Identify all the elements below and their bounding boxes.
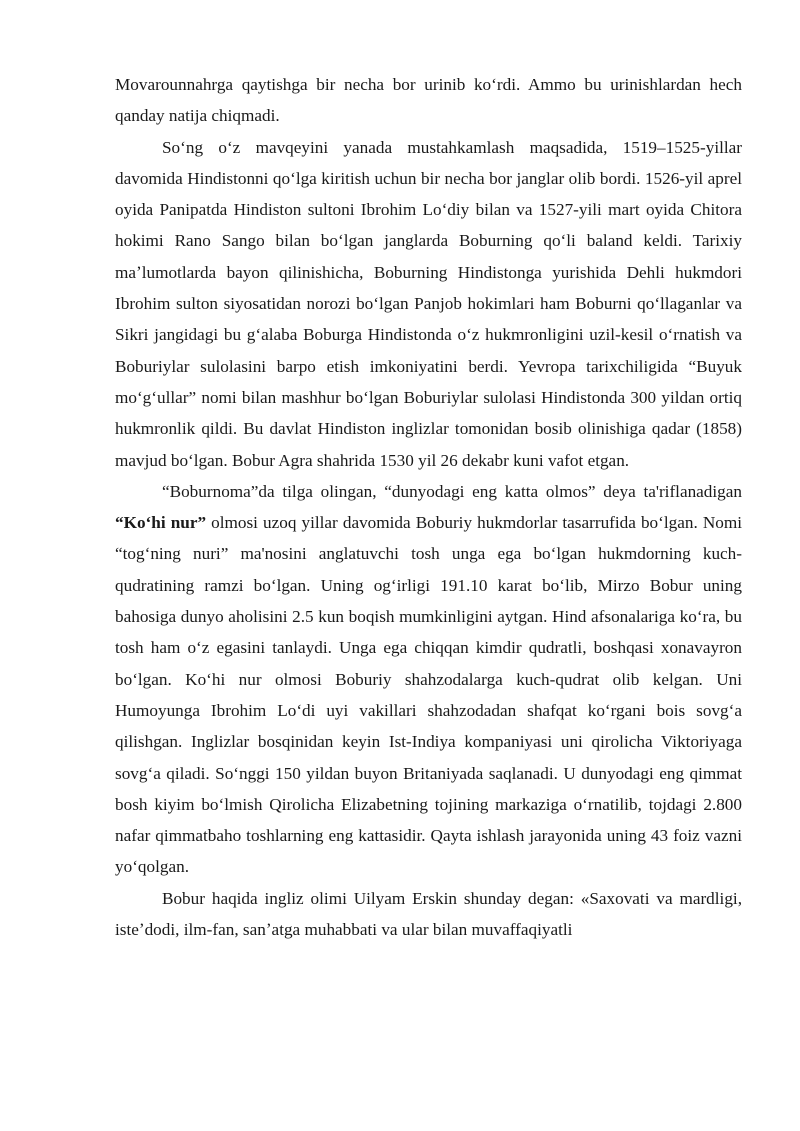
paragraph-2-text: Soʻng oʻz mavqeyini yanada mustahkamlash maqsadida, 1519–1525-yillar davomida Hindistonni qoʻlga kiritish uchun bir necha bor janglar olib bordi. 1526-yil aprel oyida Panipatda Hindiston sultoni Ibrohim Loʻdiy bilan va 1527-yili mart oyida Chitora hokimi Rano Sango bilan boʻlgan janglarda Boburning qoʻli baland keldi. Tarixiy maʼlumotlarda bayon qilinishicha, Boburning Hindistonga yurishida Dehli hukmdori Ibrohim sulton siyosatidan norozi boʻlgan Panjob hokimlari ham Boburni qoʻllaganlar va Sikri jangidagi bu gʻalaba Boburga Hindistonda oʻz hukmronligini uzil-kesil oʻrnatish va Boburiylar sulolasini barpo etish imkoniyatini berdi. Yevropa tarixchiligida “Buyuk moʻgʻullar” nomi bilan mashhur boʻlgan Boburiylar sulolasi Hindistonda 300 yildan ortiq hukmronlik qildi. Bu davlat Hindiston inglizlar tomonidan bosib olinishiga qadar (1858) mavjud boʻlgan. Bobur Agra shahrida 1530 yil 26 dekabr kuni vafot etgan. [115, 137, 742, 470]
paragraph-3 [115, 476, 742, 883]
kohi-nur-emphasis: “Koʻhi nur” [115, 513, 207, 533]
paragraph-2 [115, 132, 742, 476]
paragraph-3-text-start: “Boburnoma”da tilga olingan, “dunyodagi eng katta olmos” deya ta'riflanadigan [162, 481, 742, 501]
paragraph-4-text: Bobur haqida ingliz olimi Uilyam Erskin shunday degan: «Saxovati va mardligi, isteʼdodi, ilm-fan, sanʼatga muhabbati va ular bilan muvaffaqiyatli [115, 888, 742, 940]
paragraph-1 [115, 69, 742, 132]
paragraph-3-text-rest: olmosi uzoq yillar davomida Boburiy hukmdorlar tasarrufida boʻlgan. Nomi “togʻning nuri” ma'nosini anglatuvchi tosh unga ega boʻlgan hukmdorning kuch-qudratining ramzi boʻlgan. Uning ogʻirligi 191.10 karat boʻlib, Mirzo Bobur uning bahosiga dunyo aholisini 2.5 kun boqish mumkinligini aytgan. Hind afsonalariga koʻra, bu tosh ham oʻz egasini tanlaydi. Unga ega chiqqan kimdir qudratli, boshqasi xonavayron boʻlgan. Koʻhi nur olmosi Boburiy shahzodalarga kuch-qudrat olib kelgan. Uni Humoyunga Ibrohim Loʻdi uyi vakillari shahzodadan shafqat koʻrgani bois sovgʻa qilishgan. Inglizlar bosqinidan keyin Ist-Indiya kompaniyasi uni qirolicha Viktoriyaga sovgʻa qiladi. Soʻnggi 150 yildan buyon Britaniyada saqlanadi. U dunyodagi eng qimmat bosh kiyim boʻlmish Qirolicha Elizabetning tojining markaziga oʻrnatilib, tojdagi 2.800 nafar qimmatbaho toshlarning eng kattasidir. Qayta ishlash jarayonida uning 43 foiz vazni yoʻqolgan. [115, 513, 742, 877]
paragraph-1-text: Movarounnahrga qaytishga bir necha bor urinib koʻrdi. Ammo bu urinishlardan hech qanday natija chiqmadi. [115, 75, 742, 126]
paragraph-4 [115, 883, 742, 946]
